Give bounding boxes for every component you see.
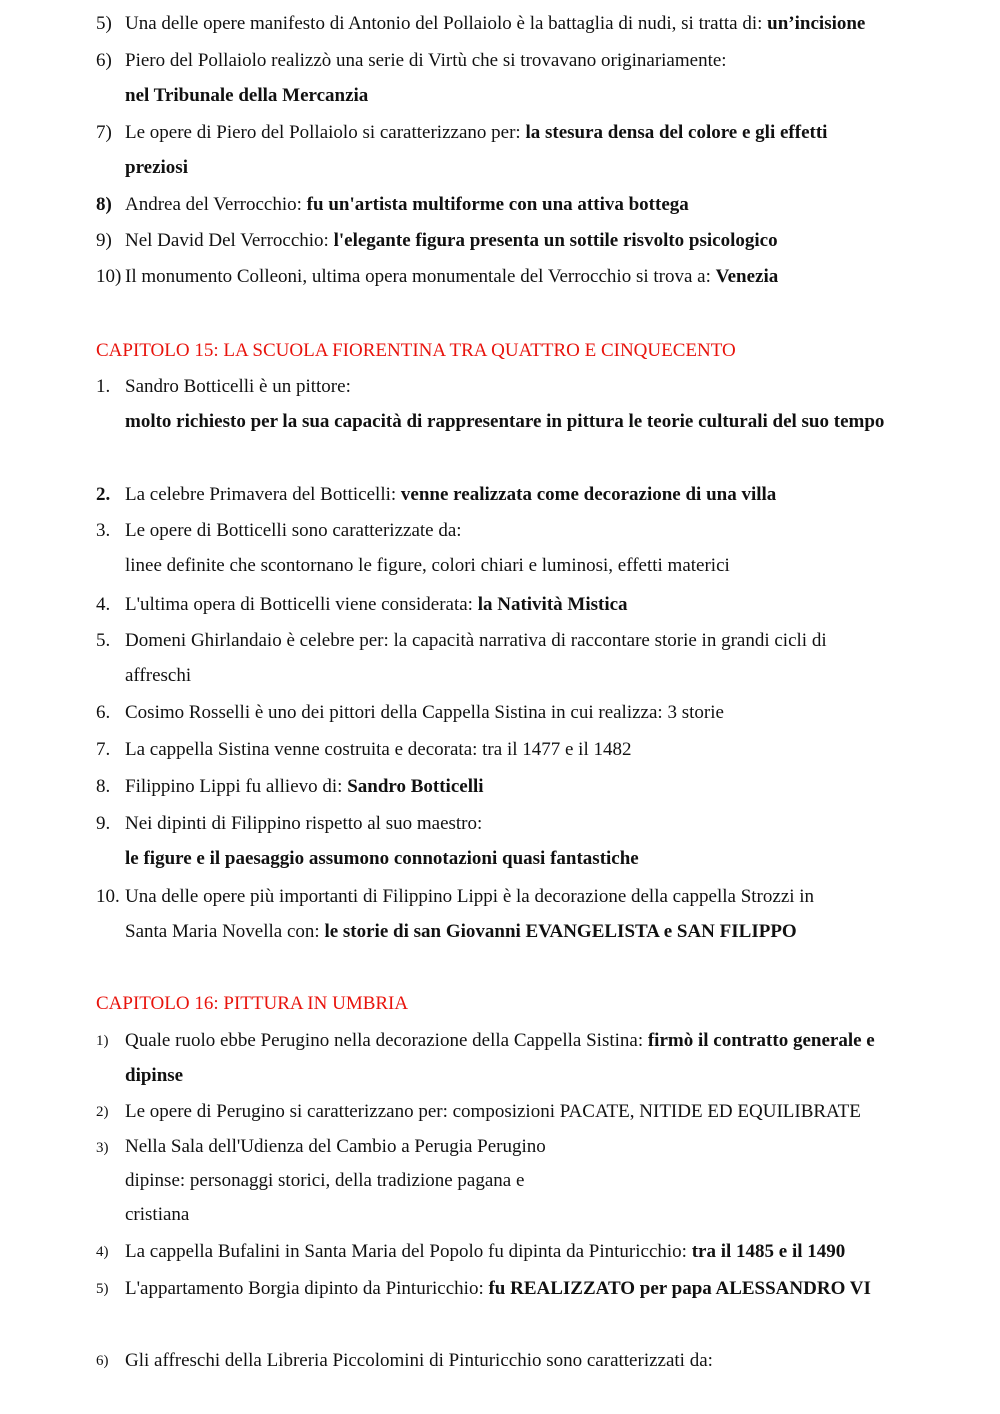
item-answer: molto richiesto per la sua capacità di rappresentare in pittura le teorie culturali del suo tempo [125,411,885,432]
item-answer: le figure e il paesaggio assumono connotazioni quasi fantastiche [125,848,639,869]
item-answer: tra il 1485 e il 1490 [691,1241,846,1262]
list-item [96,1343,926,1378]
list-item [96,806,926,876]
list-item [96,43,926,113]
list-item [96,369,926,439]
chapter-15-title: CAPITOLO 15: LA SCUOLA FIORENTINA TRA QUATTRO E CINQUECENTO [96,340,736,361]
item-number: 6. [96,702,111,723]
item-answer: fu un'artista multiforme con una attiva bottega [306,194,689,215]
list-item [96,1234,926,1269]
item-question-line2: dipinse: personaggi storici, della tradizione pagana e [125,1170,525,1191]
list-item [96,259,926,294]
item-number: 10) [96,266,122,287]
item-number: 5. [96,630,111,651]
list-item [96,6,926,41]
list-item [96,587,926,622]
item-number: 3. [96,520,111,541]
item-question: La cappella Sistina venne costruita e decorata: tra il 1477 e il 1482 [125,739,632,760]
item-number: 9) [96,230,112,251]
item-question: La cappella Bufalini in Santa Maria del Popolo fu dipinta da Pinturicchio: [125,1241,692,1262]
list-item [96,623,926,693]
item-question: Il monumento Colleoni, ultima opera monumentale del Verrocchio si trova a: [125,266,716,287]
list-item [96,187,926,222]
item-question: Una delle opere più importanti di Filippino Lippi è la decorazione della cappella Strozzi in [125,886,815,907]
item-number: 5) [96,1281,109,1297]
item-answer: le storie di san Giovanni EVANGELISTA e SAN FILIPPO [324,921,797,942]
item-question: Nel David Del Verrocchio: [125,230,334,251]
item-number: 2. [96,484,111,505]
item-question: Gli affreschi della Libreria Piccolomini di Pinturicchio sono caratterizzati da: [125,1350,713,1371]
item-question: Una delle opere manifesto di Antonio del Pollaiolo è la battaglia di nudi, si tratta di: [125,13,768,34]
item-question: La celebre Primavera del Botticelli: [125,484,401,505]
item-question-cont: Santa Maria Novella con: [125,921,325,942]
list-item [96,477,926,512]
item-question: L'appartamento Borgia dipinto da Pinturicchio: [125,1278,489,1299]
item-answer: la stesura densa del colore e gli effetti preziosi [125,122,828,178]
item-number: 7) [96,122,112,143]
list-item [96,695,926,730]
item-question: Domeni Ghirlandaio è celebre per: la capacità narrativa di raccontare storie in grandi cicli di affreschi [125,630,827,686]
chapter-16-title: CAPITOLO 16: PITTURA IN UMBRIA [96,993,409,1014]
item-question: Cosimo Rosselli è uno dei pittori della Cappella Sistina in cui realizza: 3 storie [125,702,724,723]
item-number: 1. [96,376,111,397]
list-item [96,1271,926,1306]
list-item [96,1130,926,1232]
item-number: 10. [96,886,120,907]
item-answer: la Natività Mistica [477,594,628,615]
item-question: L'ultima opera di Botticelli viene considerata: [125,594,478,615]
item-question: Andrea del Verrocchio: [125,194,307,215]
item-number: 6) [96,1353,109,1369]
item-question: Filippino Lippi fu allievo di: [125,776,348,797]
item-question: Nei dipinti di Filippino rispetto al suo maestro: [125,813,483,834]
list-item [96,732,926,767]
item-number: 7. [96,739,111,760]
item-question: Sandro Botticelli è un pittore: [125,376,351,397]
item-answer: nel Tribunale della Mercanzia [125,85,369,106]
item-answer: Sandro Botticelli [347,776,484,797]
item-number: 3) [96,1140,109,1156]
list-item [96,223,926,258]
item-answer: l'elegante figura presenta un sottile risvolto psicologico [333,230,778,251]
item-number: 4. [96,594,111,615]
item-number: 9. [96,813,111,834]
item-question: Le opere di Botticelli sono caratterizzate da: [125,520,462,541]
item-answer: un’incisione [767,13,866,34]
item-number: 8. [96,776,111,797]
item-question: Le opere di Piero del Pollaiolo si caratterizzano per: [125,122,526,143]
item-question: Quale ruolo ebbe Perugino nella decorazione della Cappella Sistina: [125,1030,648,1051]
item-question: Piero del Pollaiolo realizzò una serie di Virtù che si trovavano originariamente: [125,50,727,71]
item-question-line3: cristiana [125,1204,190,1225]
item-answer: venne realizzata come decorazione di una villa [400,484,777,505]
item-number: 2) [96,1104,109,1120]
item-number: 6) [96,50,112,71]
list-item [96,1023,926,1093]
item-number: 5) [96,13,112,34]
item-answer: fu REALIZZATO per papa ALESSANDRO VI [488,1278,871,1299]
item-question: Le opere di Perugino si caratterizzano per: composizioni PACATE, NITIDE ED EQUILIBRATE [125,1101,861,1122]
list-item [96,1094,926,1129]
item-number: 8) [96,194,112,215]
item-number: 4) [96,1244,109,1260]
list-item [96,115,926,185]
item-question: Nella Sala dell'Udienza del Cambio a Perugia Perugino [125,1136,546,1157]
list-item [96,879,926,949]
list-item [96,513,926,583]
item-number: 1) [96,1033,109,1049]
item-answer: Venezia [715,266,779,287]
list-item [96,769,926,804]
item-answer: firmò il contratto generale e dipinse [125,1030,875,1086]
item-answer: linee definite che scontornano le figure, colori chiari e luminosi, effetti materici [125,555,730,576]
